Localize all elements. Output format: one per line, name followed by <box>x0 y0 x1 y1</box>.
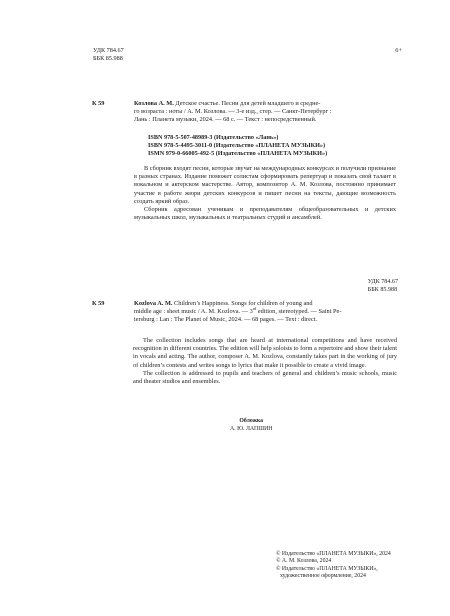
ru-paragraph-1: В сборник входят песни, которые звучат на международных конкурсах и получили признание в разных странах. Издание поможет солистам сформировать репертуар и показать свой талант в вокальном и актерском мастерстве. Автор, композитор А. М. Козлова, постоянно принимает участие в работе жюри детских конкурсов и пишет песни на тексты, дающие возможность создать яркий образ. <box>134 165 396 205</box>
en-author: Kozlova A. M. <box>134 300 173 307</box>
age-rating: 6+ <box>395 47 402 54</box>
ru-heading-line3: Лань : Планета музыки, 2024. — 68 с. — Текст : непосредственный. <box>134 116 317 124</box>
right-udk: УДК 784.67 <box>367 279 398 285</box>
right-bbk: ББК 85.988 <box>367 287 398 293</box>
copyright-line-1: © Издательство «ПЛАНЕТА МУЗЫКИ», 2024 <box>276 551 391 557</box>
ismn-planet: ISMN 979-0-66005-492-5 (Издательство «ПЛАНЕТА МУЗЫКИ») <box>148 150 328 157</box>
copyright-line-4: художественное оформление, 2024 <box>280 573 366 580</box>
copyright-line-3: © Издательство «ПЛАНЕТА МУЗЫКИ», <box>276 565 378 572</box>
en-paragraph-1: The collection includes songs that are heard at international competitions and have received recognition in different countries. The edition will help soloists to form a repertoire and show their talent in vocals and acting. The author, composer A. M. Kozlova, constantly takes part in the working of jury of children’s contests and writes songs to lyrics that make it possible to create a vivid image. <box>133 337 397 369</box>
cover-name: А. Ю. ЛАПШИН <box>230 425 273 432</box>
cover-title: Обложка <box>239 418 264 424</box>
isbn-lan: ISBN 978-5-507-48989-3 (Издательство «Лань») <box>148 134 279 141</box>
en-title: Children’s Happiness. Songs for children of young and <box>172 300 313 307</box>
ru-heading <box>134 100 397 125</box>
en-annotation <box>133 337 397 386</box>
en-catalog-code: К 59 <box>92 300 105 307</box>
en-paragraph-2: The collection is addressed to pupils and teachers of general and children’s music schools, music and theater studios and ensembles. <box>133 369 397 386</box>
en-heading-line2: middle age : sheet music / A. M. Kozlova. — 3rd edition, stereotyped. — Saint Pe- <box>134 306 342 316</box>
cover-credit <box>230 418 272 433</box>
ru-annotation <box>134 165 396 222</box>
ru-author: Козлова А. М. <box>134 100 174 107</box>
ru-title: Детское счастье. Песни для детей младшего и средне- <box>173 100 321 107</box>
top-udk: УДК 784.67 <box>93 47 124 54</box>
ru-paragraph-2: Сборник адресован ученикам и преподавателям общеобразовательных и детских музыкальных школ, музыкальных и театральных студий и ансамблей. <box>134 206 396 222</box>
isbn-list <box>148 134 327 158</box>
en-heading-line3: tersburg : Lan : The Planet of Music, 2024. — 68 pages. — Text : direct. <box>134 316 318 324</box>
copyright-line-2: © А. М. Козлова, 2024 <box>276 558 332 565</box>
right-codes <box>368 278 398 294</box>
ru-heading-line2: го возраста : ноты / А. М. Козлова. — 3-е изд., стер. — Санкт-Петербург : <box>134 108 332 116</box>
isbn-planet: ISBN 978-5-4495-3011-0 (Издательство «ПЛАНЕТА МУЗЫКИ») <box>148 142 326 149</box>
en-heading <box>134 300 397 325</box>
top-bbk: ББК 85.988 <box>93 55 123 62</box>
ru-catalog-code: К 59 <box>92 100 105 107</box>
copyright-block <box>276 551 416 581</box>
